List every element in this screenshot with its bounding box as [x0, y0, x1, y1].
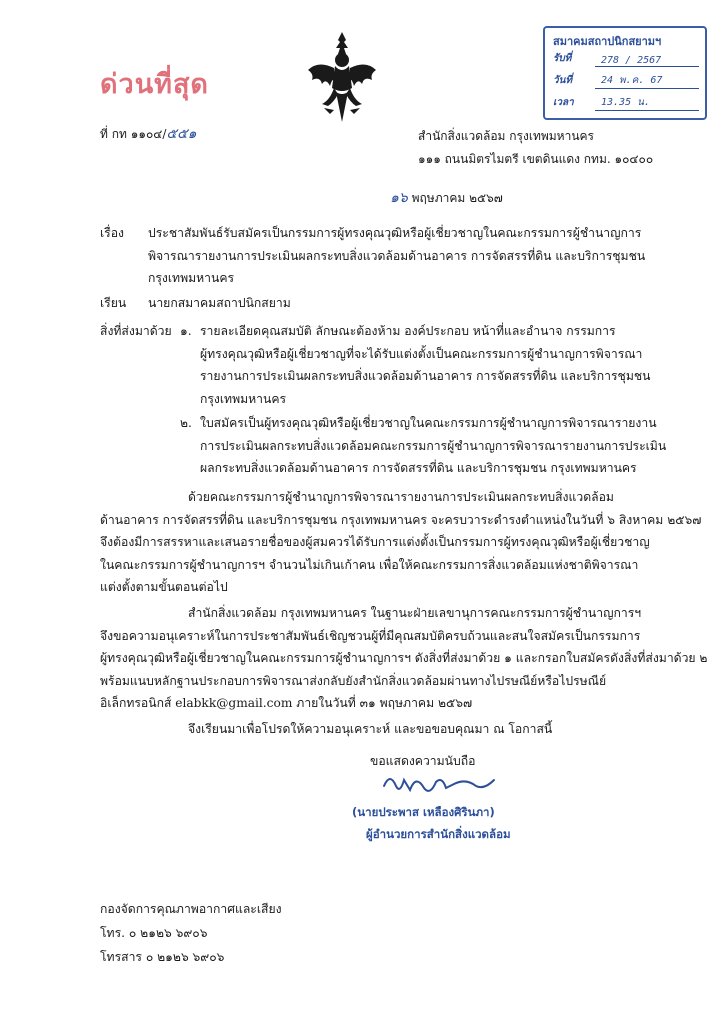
stamp-row-date — [553, 72, 699, 90]
stamp-row-number — [553, 50, 699, 68]
enclosure-line: รายงานการประเมินผลกระทบสิ่งแวดล้อมด้านอาคาร การจัดสรรที่ดิน และบริการชุมชน — [200, 369, 651, 383]
enclosure-line: ผู้ทรงคุณวุฒิหรือผู้เชี่ยวชาญที่จะได้รับแต่งตั้งเป็นคณะกรรมการผู้ชำนาญการพิจารณา — [200, 346, 643, 361]
urgency-mark: ด่วนที่สุด — [100, 69, 209, 100]
stamp-row-time — [553, 94, 699, 112]
enclosures-label: สิ่งที่ส่งมาด้วย — [100, 324, 172, 338]
body-paragraph-1 — [100, 486, 712, 599]
footer-phone: โทร. ๐ ๒๑๒๖ ๖๙๐๖ — [100, 926, 208, 940]
enclosure-line: ใบสมัครเป็นผู้ทรงคุณวุฒิหรือผู้เชี่ยวชาญในคณะกรรมการผู้ชำนาญการพิจารณารายงาน — [200, 416, 657, 430]
enclosure-number: ๑. — [180, 324, 192, 338]
date-day-handwritten: ๑๖ — [390, 190, 408, 206]
subject-text — [148, 222, 708, 290]
paragraph-line: แต่งตั้งตามขั้นตอนต่อไป — [100, 580, 228, 594]
enclosure-item-2 — [200, 412, 710, 480]
office-address: ๑๑๑ ถนนมิตรไมตรี เขตดินแดง กทม. ๑๐๔๐๐ — [418, 152, 654, 166]
closing-line: จึงเรียนมาเพื่อโปรดให้ความอนุเคราะห์ และขอขอบคุณมา ณ โอกาสนี้ — [188, 722, 553, 736]
document-number-handwritten: ๕๕๑ — [166, 126, 197, 142]
recipient-value: นายกสมาคมสถาปนิกสยาม — [148, 296, 291, 310]
subject-label: เรื่อง — [100, 226, 124, 240]
paragraph-line: อิเล็กทรอนิกส์ elabkk@gmail.com ภายในวันที่ ๓๑ พฤษภาคม ๒๕๖๗ — [100, 696, 473, 710]
stamp-number-label: รับที่ — [553, 53, 572, 64]
signatory-title: ผู้อำนวยการสำนักสิ่งแวดล้อม — [366, 827, 511, 841]
stamp-time-value: 13.35 น. — [595, 95, 699, 111]
enclosure-line: รายละเอียดคุณสมบัติ ลักษณะต้องห้าม องค์ประกอบ หน้าที่และอำนาจ กรรมการ — [200, 324, 616, 338]
paragraph-line: ด้วยคณะกรรมการผู้ชำนาญการพิจารณารายงานการประเมินผลกระทบสิ่งแวดล้อม — [188, 490, 614, 504]
enclosure-line: ผลกระทบสิ่งแวดล้อมด้านอาคาร การจัดสรรที่ดิน และบริการชุมชน กรุงเทพมหานคร — [200, 461, 637, 475]
enclosure-line: กรุงเทพมหานคร — [200, 391, 287, 406]
body-paragraph-2 — [100, 602, 712, 715]
stamp-date-label: วันที่ — [553, 75, 573, 86]
subject-line: พิจารณารายงานการประเมินผลกระทบสิ่งแวดล้อมด้านอาคาร การจัดสรรที่ดิน และบริการชุมชน — [148, 248, 646, 263]
subject-line: ประชาสัมพันธ์รับสมัครเป็นกรรมการผู้ทรงคุณวุฒิหรือผู้เชี่ยวชาญในคณะกรรมการผู้ชำนาญการ — [148, 226, 642, 240]
paragraph-line: สำนักสิ่งแวดล้อม กรุงเทพมหานคร ในฐานะฝ่ายเลขานุการคณะกรรมการผู้ชำนาญการฯ — [188, 606, 642, 620]
enclosure-item-1 — [200, 320, 710, 410]
paragraph-line: จึงต้องมีการสรรหาและเสนอรายชื่อของผู้สมควรได้รับการแต่งตั้งเป็นกรรมการผู้ทรงคุณวุฒิหรือผู้เชี่ยวชาญ — [100, 535, 650, 549]
footer-department: กองจัดการคุณภาพอากาศและเสียง — [100, 902, 282, 916]
paragraph-line: ในคณะกรรมการผู้ชำนาญการฯ จำนวนไม่เกินเก้าคน เพื่อให้คณะกรรมการสิ่งแวดล้อมแห่งชาติพิจารณา — [100, 557, 639, 572]
recipient-label: เรียน — [100, 296, 127, 310]
receipt-stamp — [543, 26, 707, 120]
stamp-number-value: 278 / 2567 — [595, 55, 699, 67]
signatory-name: (นายประพาส เหลืองศิรินภา) — [352, 805, 495, 819]
enclosure-line: การประเมินผลกระทบสิ่งแวดล้อมคณะกรรมการผู้ชำนาญการพิจารณารายงานการประเมิน — [200, 438, 667, 453]
signature-scribble-icon — [380, 768, 500, 798]
stamp-date-value: 24 พ.ค. 67 — [595, 73, 699, 89]
document-number — [100, 123, 196, 145]
stamp-time-label: เวลา — [553, 97, 574, 108]
office-name: สำนักสิ่งแวดล้อม กรุงเทพมหานคร — [418, 129, 594, 143]
date-month-year: พฤษภาคม ๒๕๖๗ — [411, 191, 503, 205]
regards-line: ขอแสดงความนับถือ — [370, 754, 476, 768]
paragraph-line: จึงขอความอนุเคราะห์ในการประชาสัมพันธ์เชิญชวนผู้ที่มีคุณสมบัติครบถ้วนและสนใจสมัครเป็นกรรมการ — [100, 628, 641, 643]
footer-fax: โทรสาร ๐ ๒๑๒๖ ๖๙๐๖ — [100, 950, 225, 964]
enclosure-number: ๒. — [180, 416, 192, 430]
document-number-prefix: ที่ กท ๑๑๐๔/ — [100, 127, 167, 141]
paragraph-line: พร้อมแนบหลักฐานประกอบการพิจารณาส่งกลับยังสำนักสิ่งแวดล้อมผ่านทางไปรษณีย์หรือไปรษณีย์ — [100, 673, 607, 688]
paragraph-line: ผู้ทรงคุณวุฒิหรือผู้เชี่ยวชาญในคณะกรรมการผู้ชำนาญการฯ ดังสิ่งที่ส่งมาด้วย ๑ และกรอกใบสมัครดังสิ่งที่ส่งมาด้วย ๒ — [100, 651, 708, 665]
stamp-title: สมาคมสถาปนิกสยามฯ — [553, 35, 662, 48]
document-date — [390, 187, 503, 209]
paragraph-line: ด้านอาคาร การจัดสรรที่ดิน และบริการชุมชน กรุงเทพมหานคร จะครบวาระดำรงตำแหน่งในวันที่ ๖ สิงหาคม ๒๕๖๗ — [100, 512, 702, 527]
subject-line: กรุงเทพมหานคร — [148, 271, 235, 285]
garuda-emblem-icon — [304, 30, 380, 126]
